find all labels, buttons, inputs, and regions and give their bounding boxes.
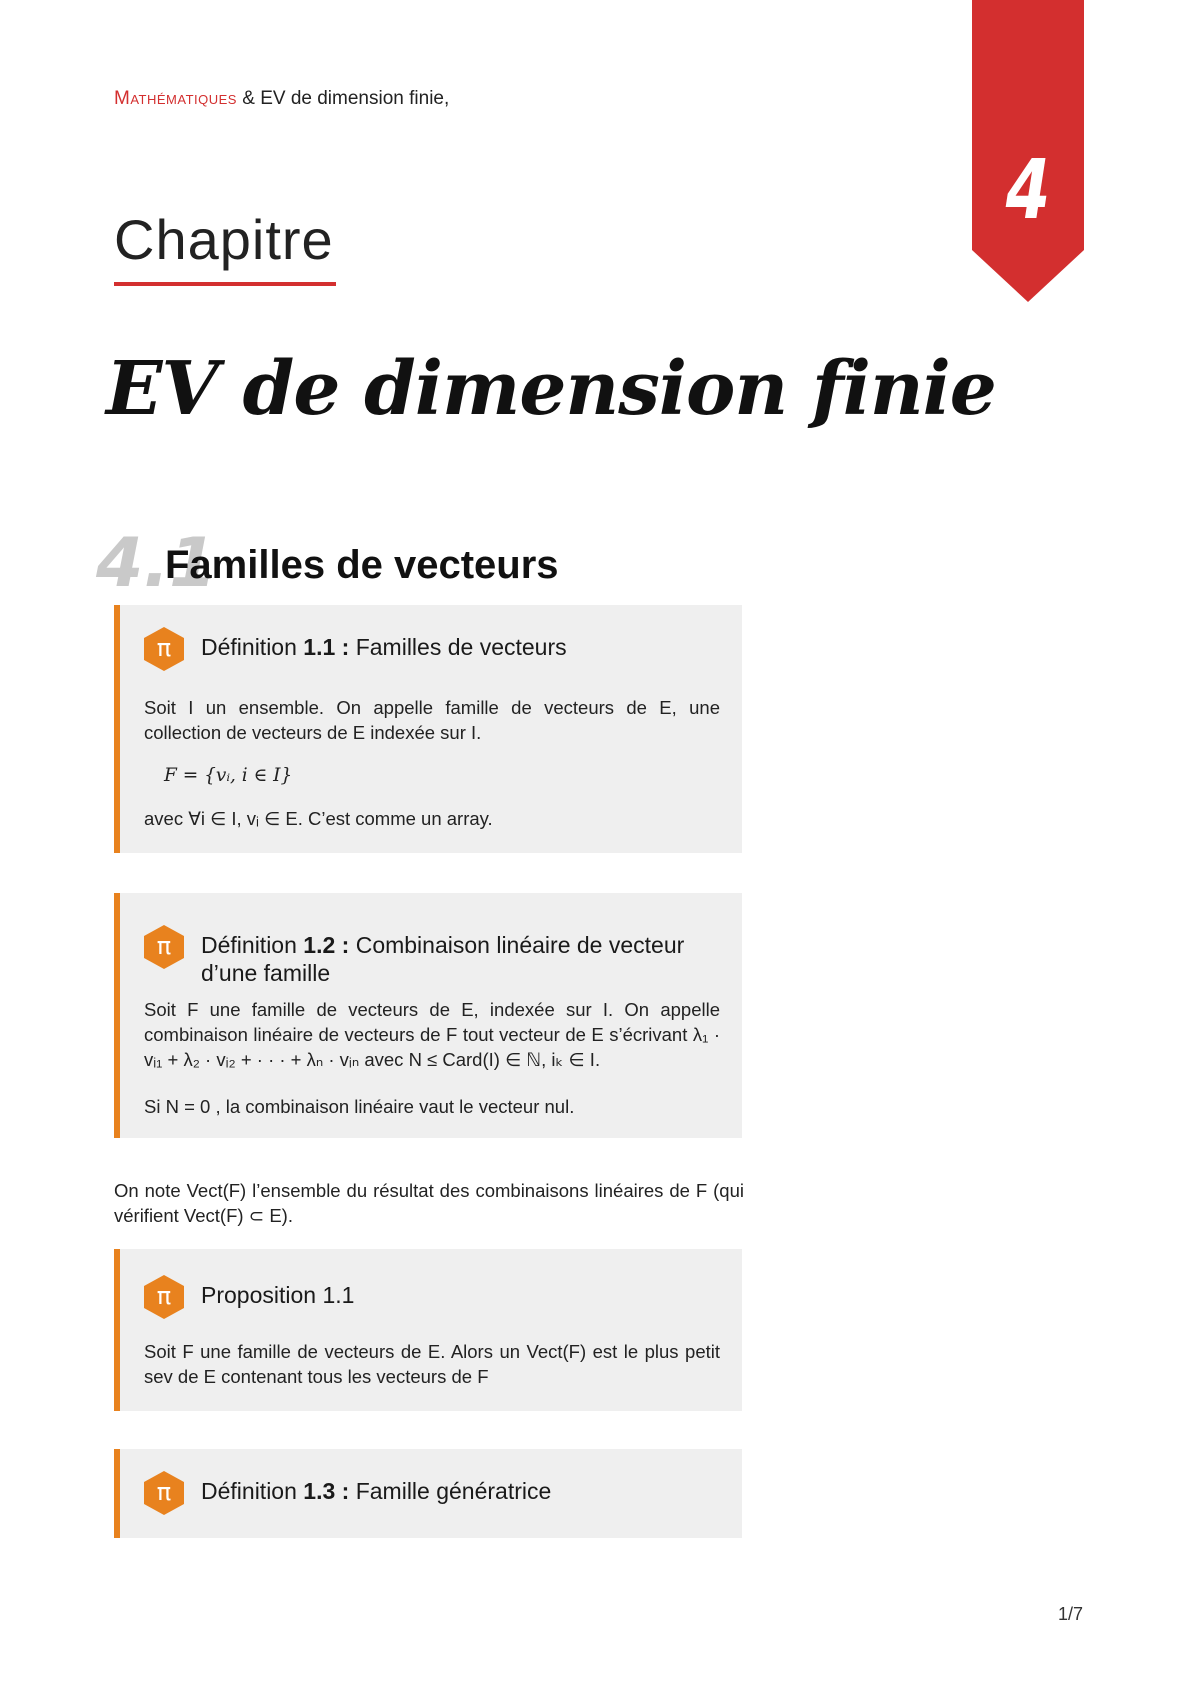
box-title: Définition 1.3 : Famille génératrice xyxy=(201,1478,552,1504)
pi-icon: π xyxy=(144,925,184,969)
box-paragraph: Soit F une famille de vecteurs de E, indexée sur I. On appelle combinaison linéaire de vecteurs de F tout vecteur de E s’écrivant λ₁ · vᵢ₁ + λ₂ · vᵢ₂ + · · · + λₙ · vᵢₙ avec N ≤ Card(I) ∈ ℕ, iₖ ∈ I. xyxy=(144,999,720,1070)
box-paragraph: Si N = 0 , la combinaison linéaire vaut le vecteur nul. xyxy=(144,1096,575,1117)
box-title: Proposition 1.1 xyxy=(201,1282,355,1308)
header-rest: & EV de dimension finie, xyxy=(242,88,450,109)
body-paragraph: On note Vect(F) l’ensemble du résultat des combinaisons linéaires de F (qui vérifient Vect(F) ⊂ E). xyxy=(114,1180,744,1226)
definition-box xyxy=(114,605,742,853)
chapter-number: 4 xyxy=(1005,143,1051,238)
box-paragraph: Soit I un ensemble. On appelle famille de vecteurs de E, une collection de vecteurs de E indexée sur I. xyxy=(144,697,720,743)
formula: F = {vᵢ, i ∈ I} xyxy=(164,765,293,786)
box-paragraph: avec ∀i ∈ I, vᵢ ∈ E. C’est comme un array. xyxy=(144,808,493,829)
section-title: Familles de vecteurs xyxy=(165,543,559,587)
header-subject: Mathématiques xyxy=(114,88,237,109)
box-title: Définition 1.2 : Combinaison linéaire de vecteur d’une famille xyxy=(201,932,685,986)
chapter-tab xyxy=(972,0,1084,302)
box-header xyxy=(144,1275,720,1319)
section-number: 4.1 xyxy=(96,524,217,603)
page-number: 1/7 xyxy=(1058,1604,1084,1624)
box-body xyxy=(144,997,720,1119)
proposition-box xyxy=(114,1249,742,1411)
box-body xyxy=(144,1339,720,1389)
box-header xyxy=(144,627,720,671)
pi-icon: π xyxy=(144,1471,184,1515)
chapter-title: EV de dimension finie xyxy=(106,346,996,432)
chapter-label: Chapitre xyxy=(114,208,334,271)
box-header xyxy=(144,925,720,987)
box-header xyxy=(144,1471,720,1515)
pi-icon: π xyxy=(144,1275,184,1319)
definition-box xyxy=(114,1449,742,1538)
chapter-label-underline xyxy=(114,282,336,286)
box-title: Définition 1.1 : Familles de vecteurs xyxy=(201,634,567,660)
box-body xyxy=(144,695,720,831)
running-header xyxy=(114,88,449,110)
box-paragraph: Soit F une famille de vecteurs de E. Alors un Vect(F) est le plus petit sev de E contenant tous les vecteurs de F xyxy=(144,1341,720,1387)
definition-box xyxy=(114,893,742,1138)
pi-icon: π xyxy=(144,627,184,671)
